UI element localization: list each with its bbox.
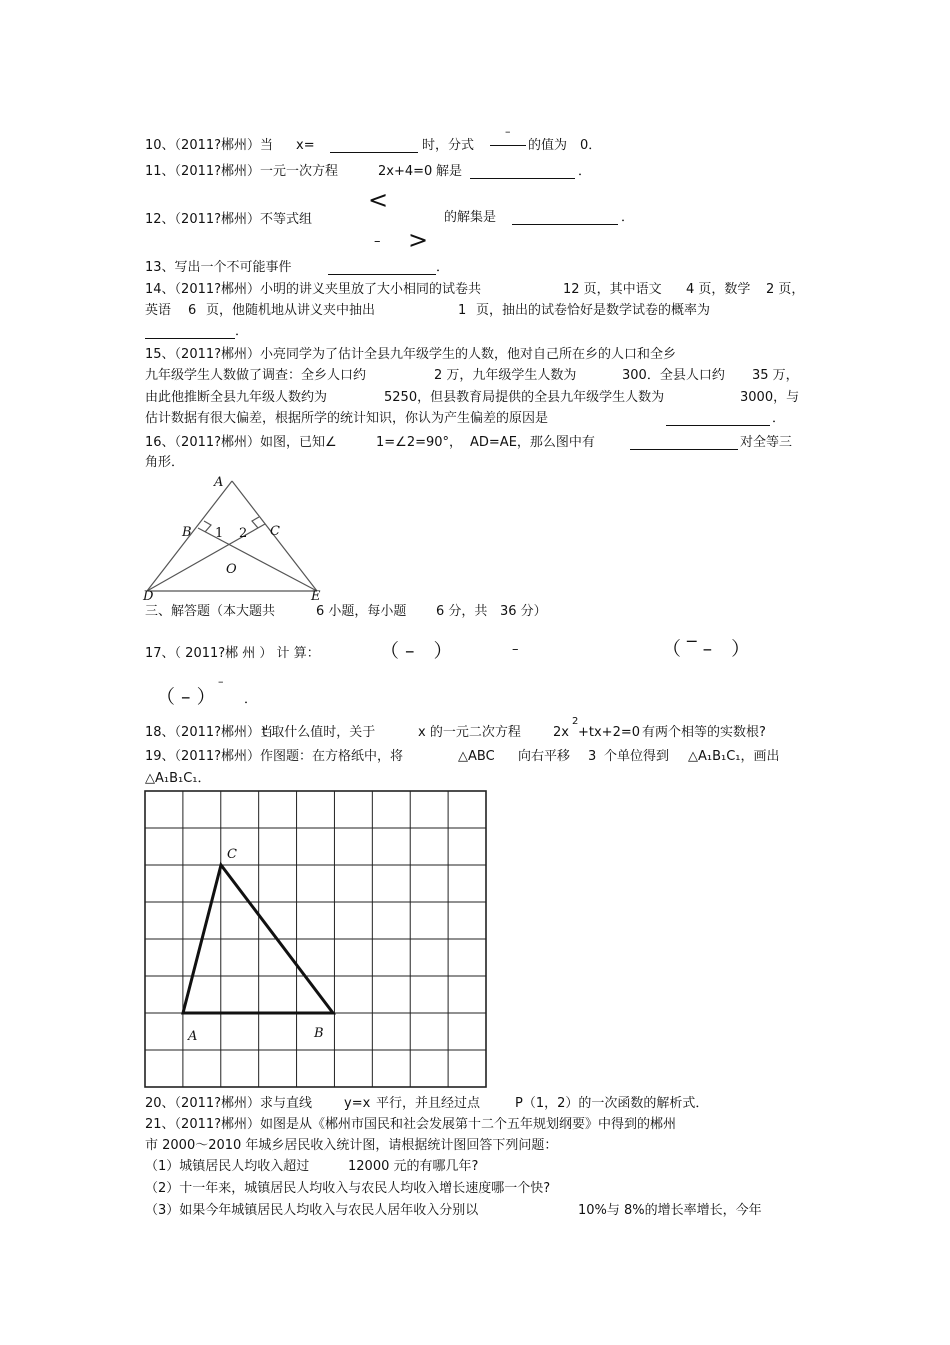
grid-label-b: B (314, 1026, 324, 1041)
q13-label: 13、写出一个不可能事件 (145, 260, 292, 275)
q14-blank[interactable] (145, 326, 235, 339)
q11-label: 11、（2011?郴州）一元一次方程 (145, 164, 339, 179)
q15-blank[interactable] (666, 413, 770, 426)
label-angle-2: 2 (239, 526, 248, 541)
q18-a: 18、（2011?郴州）当 (145, 725, 274, 740)
q20-b: y=x (344, 1096, 371, 1111)
q10-fraction-numerator: – (505, 125, 511, 138)
q14-line2c: 页，他随机地从讲义夹中抽出 (206, 303, 376, 318)
q12-greater-than: > (408, 226, 429, 254)
q14-line1b: 12 页，其中语文 (563, 282, 662, 297)
q18-d: 2x (553, 725, 569, 740)
q16-triangle-figure (140, 470, 330, 602)
grid-label-c: C (227, 847, 237, 862)
q15-line2d: 35 万， (752, 368, 799, 383)
q15-line3b: 5250，但县教育局提供的全县九年级学生人数为 (384, 390, 665, 405)
sec3-c: 6 分，共 (436, 604, 488, 619)
q21-sub1b: 12000 元的有哪几年? (348, 1159, 479, 1174)
q15-line2c: 300．全县人口约 (622, 368, 725, 383)
q16-line1a: 16、（2011?郴州）如图，已知∠ (145, 435, 337, 450)
q18-c: x 的一元二次方程 (418, 725, 521, 740)
label-e: E (311, 589, 321, 604)
q19-line1c: 向右平移 (518, 749, 571, 764)
q16-line2: 角形． (145, 455, 185, 470)
q15-line3c: 3000，与 (740, 390, 800, 405)
q21-sub1a: （1）城镇居民人均收入超过 (145, 1159, 310, 1174)
grid-label-a: A (188, 1029, 198, 1044)
q10-value: 0． (580, 138, 602, 153)
right-angle-mark-2 (252, 517, 259, 528)
q12-label: 12、（2011?郴州）不等式组 (145, 212, 313, 227)
q19-line1a: 19、（2011?郴州）作图题：在方格纸中，将 (145, 749, 404, 764)
q19-line2: △A₁B₁C₁． (145, 771, 211, 786)
q17-paren-1: （ – ） (380, 640, 453, 662)
segment-dc (147, 524, 265, 591)
q11-text: 解是 (436, 164, 463, 179)
q11-equation: 2x+4=0 (378, 164, 433, 179)
q16-line1d: 对全等三 (740, 435, 793, 450)
sec3-d: 36 分） (500, 604, 547, 619)
q21-line1: 21、（2011?郴州）如图是从《郴州市国民和社会发展第十二个五年规划纲要》中得到的郴州 (145, 1117, 677, 1132)
q12-minus: – (374, 234, 381, 249)
q17-label: 17、（ 2011?郴 州 ） 计 算： (145, 646, 320, 661)
q16-line1c: AD=AE，那么图中有 (470, 435, 595, 450)
label-angle-1: 1 (215, 526, 224, 541)
q15-line3a: 由此他推断全县九年级人数约为 (145, 390, 328, 405)
q14-line2b: 6 (188, 303, 197, 318)
q14-line2e: 页，抽出的试卷恰好是数学试卷的概率为 (476, 303, 711, 318)
q10-text2: 的值为 (528, 138, 568, 153)
q12-less-than: < (368, 186, 389, 214)
q18-b: t 取什么值时，关于 (262, 725, 376, 740)
q14-line1c: 4 页，数学 (686, 282, 751, 297)
q10-label: 10、（2011?郴州）当 (145, 138, 274, 153)
q20-c: 平行，并且经过点 (376, 1096, 481, 1111)
label-d: D (143, 589, 154, 604)
q21-line2: 市 2000～2010 年城乡居民收入统计图，请根据统计图回答下列问题： (145, 1138, 558, 1153)
q13-end: ． (436, 260, 450, 275)
q19-line1f: △A₁B₁C₁，画出 (688, 749, 780, 764)
q14-line1d: 2 页， (766, 282, 805, 297)
q13-blank[interactable] (328, 262, 436, 275)
q19-grid-figure (144, 790, 488, 1088)
q18-e: +tx+2=0 (578, 725, 641, 740)
q10-var: x= (296, 138, 315, 153)
q15-end: ． (772, 411, 786, 426)
q17-minus: – (512, 642, 519, 657)
q16-blank[interactable] (630, 437, 738, 450)
q10-blank[interactable] (330, 140, 418, 153)
q17-paren-3: （ – ） (156, 686, 216, 708)
q14-line2d: 1 (458, 303, 467, 318)
sec3-a: 三、解答题（本大题共 (145, 604, 276, 619)
q20-a: 20、（2011?郴州）求与直线 (145, 1096, 313, 1111)
q21-sub3a: （3）如果今年城镇居民人均收入与农民人居年收入分别以 (145, 1203, 479, 1218)
q18-exponent: 2 (572, 716, 579, 727)
q21-sub3b: 10%与 8%的增长率增长，今年 (578, 1203, 762, 1218)
q12-text: 的解集是 (444, 210, 497, 225)
label-c: C (270, 524, 280, 539)
q14-line1: 14、（2011?郴州）小明的讲义夹里放了大小相同的试卷共 (145, 282, 482, 297)
q14-line2a: 英语 (145, 303, 172, 318)
q10-text: 时，分式 (422, 138, 475, 153)
q17-paren-2: （ ‾ – ） (662, 638, 751, 660)
q15-line2a: 九年级学生人数做了调查：全乡人口约 (145, 368, 367, 383)
q19-line1d: 3 (588, 749, 597, 764)
q12-end: ． (621, 210, 635, 225)
label-a: A (214, 475, 224, 490)
q16-line1b: 1=∠2=90°， (376, 435, 463, 450)
q11-blank[interactable] (470, 166, 575, 179)
sec3-b: 6 小题，每小题 (316, 604, 407, 619)
q15-line4a: 估计数据有很大偏差，根据所学的统计知识，你认为产生偏差的原因是 (145, 411, 549, 426)
q14-end: ． (235, 324, 249, 339)
q18-f: 有两个相等的实数根? (642, 725, 766, 740)
label-o: O (226, 562, 237, 577)
q17-end: ． (244, 692, 258, 707)
q19-line1b: △ABC (458, 749, 495, 764)
q17-exponent: – (218, 675, 224, 688)
q21-sub2: （2）十一年来，城镇居民人均收入与农民人均收入增长速度哪一个快? (145, 1181, 551, 1196)
q11-end: ． (578, 164, 592, 179)
label-b: B (182, 525, 192, 540)
q20-d: P（1，2）的一次函数的解析式． (515, 1096, 709, 1111)
q10-fraction-bar (490, 145, 526, 146)
q12-blank[interactable] (512, 212, 618, 225)
q19-line1e: 个单位得到 (604, 749, 670, 764)
q15-line1: 15、（2011?郴州）小亮同学为了估计全县九年级学生的人数，他对自己所在乡的人口和全乡 (145, 347, 677, 362)
q15-line2b: 2 万，九年级学生人数为 (434, 368, 577, 383)
right-angle-mark-1 (204, 521, 211, 532)
